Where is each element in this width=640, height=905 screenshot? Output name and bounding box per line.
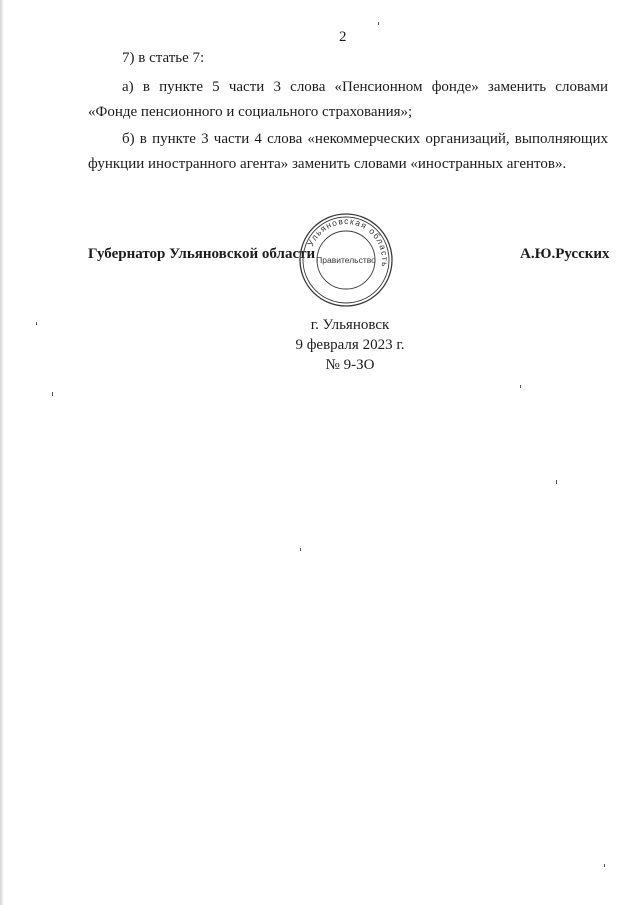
scan-edge-shadow bbox=[0, 0, 4, 905]
subitem-a-line-2: «Фонде пенсионного и социального страхования»; bbox=[88, 104, 413, 120]
seal-ring-text: Ульяновская область bbox=[305, 215, 391, 269]
governor-title: Губернатор Ульяновской области bbox=[88, 246, 316, 262]
place-date-block bbox=[250, 315, 450, 375]
scan-speck bbox=[378, 22, 379, 25]
seal-center-text: Правительство bbox=[316, 255, 376, 265]
law-number: № 9-ЗО bbox=[325, 357, 375, 373]
governor-name: А.Ю.Русских bbox=[520, 246, 610, 262]
scan-speck bbox=[36, 322, 37, 325]
scan-speck bbox=[556, 480, 557, 484]
scan-speck bbox=[604, 864, 605, 867]
subitem-b-line-1: б) в пункте 3 части 4 слова «некоммерческих организаций, выполняющих bbox=[122, 131, 608, 147]
scan-speck bbox=[300, 548, 301, 551]
item-7-heading: 7) в статье 7: bbox=[122, 50, 205, 66]
subitem-b-line-2: функции иностранного агента» заменить словами «иностранных агентов». bbox=[88, 156, 567, 172]
page-number: 2 bbox=[339, 29, 347, 45]
signing-date: 9 февраля 2023 г. bbox=[295, 337, 405, 353]
scan-speck bbox=[52, 392, 53, 396]
city: г. Ульяновск bbox=[310, 317, 390, 333]
official-seal bbox=[296, 212, 396, 308]
scan-speck bbox=[520, 385, 521, 388]
subitem-a-line-1: а) в пункте 5 части 3 слова «Пенсионном фонде» заменить словами bbox=[122, 79, 608, 95]
